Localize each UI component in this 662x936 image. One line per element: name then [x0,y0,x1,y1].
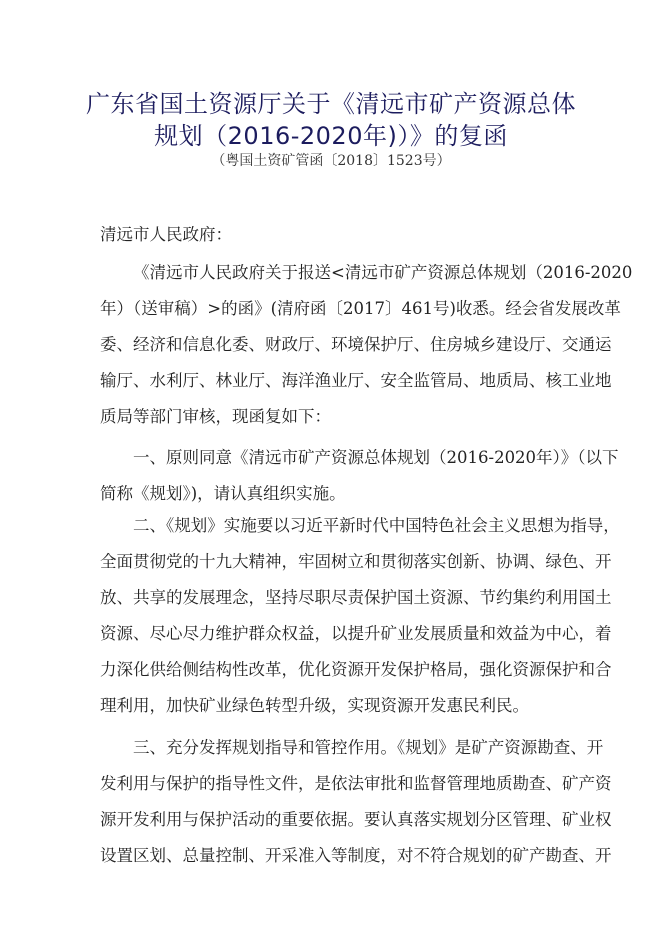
paragraph-line: 输厅、水利厅、林业厅、海洋渔业厅、安全监管局、地质局、核工业地 [100,371,612,390]
document-title-line-1: 广东省国土资源厅关于《清远市矿产资源总体 [86,90,576,118]
paragraph-line: 《清远市人民政府关于报送<清远市矿产资源总体规划（2016-2020 [133,263,633,282]
paragraph-line: 发利用与保护的指导性文件，是依法审批和监督管理地质勘查、矿产资 [100,774,612,793]
paragraph-line: 源开发利用与保护活动的重要依据。要认真落实规划分区管理、矿业权 [100,810,612,829]
paragraph-line: 力深化供给侧结构性改革，优化资源开发保护格局，强化资源保护和合 [100,660,612,679]
paragraph-2 [100,440,619,512]
paragraph-line: 资源、尽心尽力维护群众权益，以提升矿业发展质量和效益为中心，着 [100,624,612,643]
paragraph-line: 委、经济和信息化委、财政厅、环境保护厅、住房城乡建设厅、交通运 [100,335,612,354]
paragraph-line: 设置区划、总量控制、开采准入等制度，对不符合规划的矿产勘查、开 [100,846,612,865]
paragraph-line: 质局等部门审核，现函复如下： [100,407,331,426]
paragraph-3 [100,508,620,724]
paragraph-line: 三、充分发挥规划指导和管控作用。《规划》是矿产资源勘查、开 [133,738,604,757]
paragraph-line: 放、共享的发展理念，坚持尽职尽责保护国土资源、节约集约利用国土 [100,588,612,607]
document-title-line-2: 规划（2016-2020年)）》的复函 [154,122,508,150]
paragraph-1 [100,255,633,435]
paragraph-4 [100,730,612,874]
paragraph-line: 简称《规划》)，请认真组织实施。 [100,484,346,503]
paragraph-line: 年）（送审稿）>的函》(清府函〔2017〕461号)收悉。经会省发展改革 [100,299,621,318]
paragraph-line: 理利用，加快矿业绿色转型升级，实现资源开发惠民利民。 [100,696,529,715]
paragraph-line: 全面贯彻党的十九大精神，牢固树立和贯彻落实创新、协调、绿色、开 [100,552,612,571]
salutation-text: 清远市人民政府： [100,225,232,244]
document-number: （粤国土资矿管函〔2018〕1523号） [211,153,451,169]
salutation [100,217,562,253]
paragraph-line: 二、《规划》实施要以习近平新时代中国特色社会主义思想为指导， [133,516,620,535]
paragraph-line: 一、原则同意《清远市矿产资源总体规划（2016-2020年）》（以下 [133,448,619,467]
